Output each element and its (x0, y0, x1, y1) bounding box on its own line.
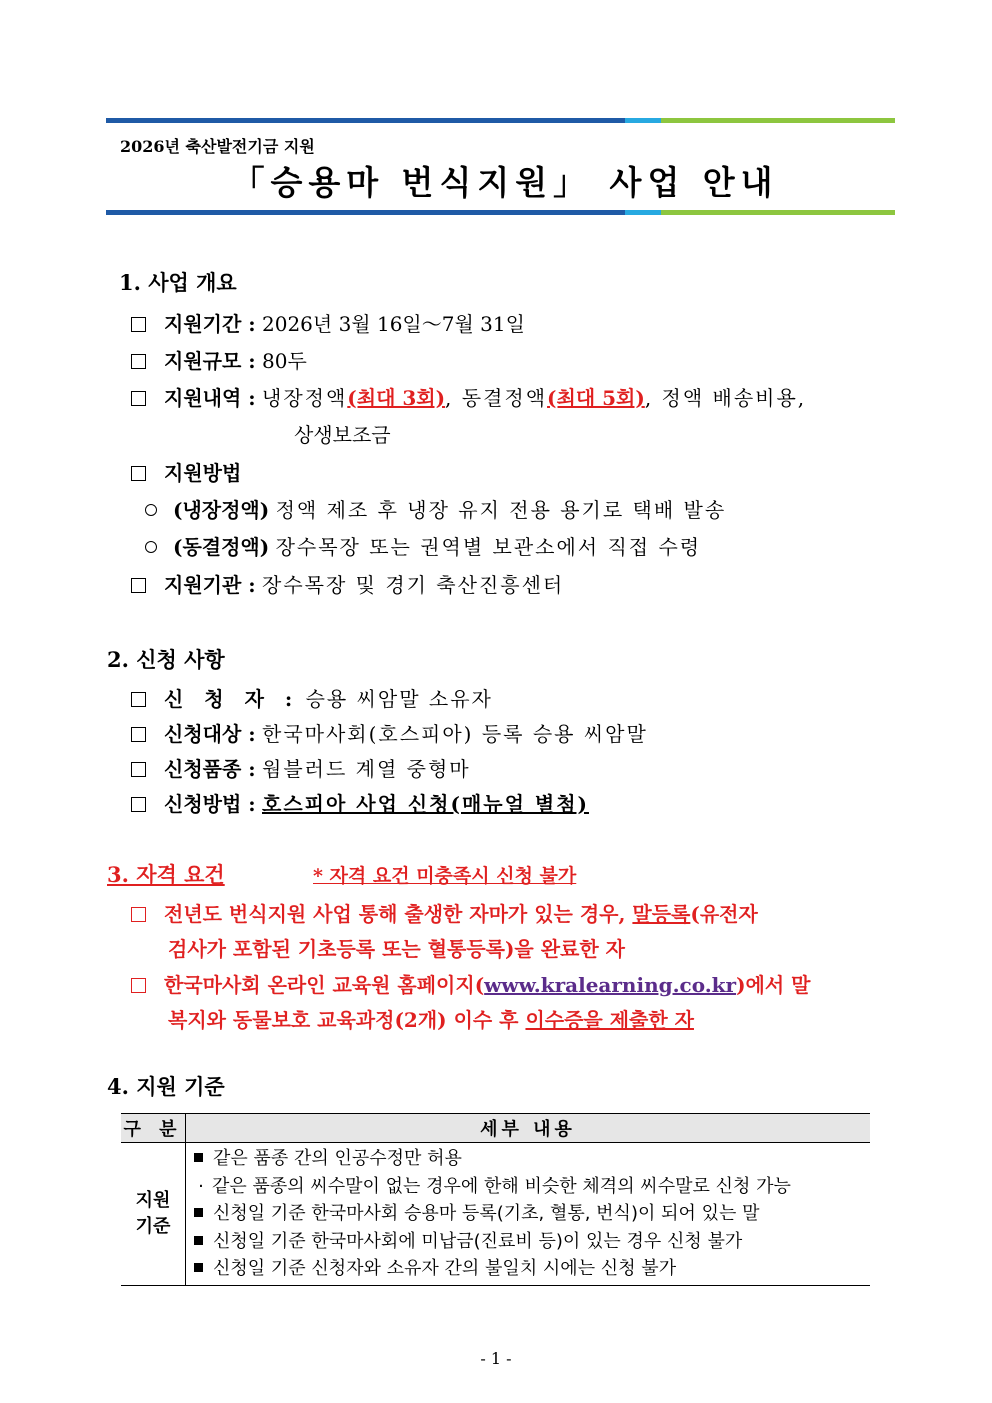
page-number: - 1 - (480, 1349, 512, 1368)
requirement2-line2 (168, 1004, 694, 1033)
square-bullet-icon (194, 1208, 203, 1217)
item-text: 신청일 기준 신청자와 소유자 간의 불일치 시에는 신청 불가 (213, 1258, 677, 1279)
checkbox-icon (131, 907, 146, 922)
support-agency-value: 장수목장 및 경기 축산진흥센터 (262, 573, 565, 597)
applicant-value: 승용 씨암말 소유자 (305, 687, 493, 711)
checkbox-icon (131, 317, 146, 332)
checkbox-icon (131, 692, 146, 707)
apply-method-value: 호스피아 사업 신청(매뉴얼 별첨) (262, 792, 589, 816)
section1-heading: 1. 사업 개요 (119, 270, 237, 295)
breed-value: 웜블러드 계열 중형마 (262, 757, 471, 781)
circle-bullet-icon (145, 541, 157, 553)
circle-bullet-icon (145, 504, 157, 516)
column-header-category: 구 분 (121, 1114, 186, 1143)
breed-row (131, 753, 471, 782)
support-criteria-table (121, 1113, 870, 1286)
checkbox-icon (131, 354, 146, 369)
support-period-label: 지원기간 : (164, 312, 256, 336)
row-label-line1: 지원 (135, 1189, 171, 1211)
item-text: 같은 품종 간의 인공수정만 허용 (213, 1148, 462, 1169)
list-item (192, 1228, 870, 1256)
section3-heading: 3. 자격 요건 (107, 862, 225, 887)
section2-heading: 2. 신청 사항 (107, 647, 225, 672)
requirement2-line1 (131, 969, 810, 998)
method-refrigerated-text: 정액 제조 후 냉장 유지 전용 용기로 택배 발송 (275, 498, 727, 522)
apply-method-row (131, 788, 589, 817)
checkbox-icon (131, 762, 146, 777)
support-agency-row (131, 569, 564, 598)
checkbox-icon (131, 391, 146, 406)
support-method-row (131, 457, 241, 486)
checkbox-icon (131, 578, 146, 593)
support-period-row (131, 308, 525, 337)
support-scale-row (131, 345, 307, 374)
support-details-row (131, 382, 897, 411)
target-label: 신청대상 : (164, 722, 256, 746)
education-site-link[interactable]: www.kralearning.co.kr (484, 973, 737, 997)
header-subtitle: 2026년 축산발전기금 지원 (120, 137, 315, 156)
requirement1-line2: 검사가 포함된 기초등록 또는 혈통등록)을 완료한 자 (168, 937, 625, 961)
requirement1-line1 (131, 898, 758, 927)
list-item (192, 1255, 870, 1283)
row-label (121, 1143, 186, 1286)
target-value: 한국마사회(호스피아) 등록 승용 씨암말 (262, 722, 648, 746)
list-item (192, 1173, 870, 1201)
item-text: 같은 품종의 씨수말이 없는 경우에 한해 비슷한 체격의 씨수말로 신청 가능 (212, 1175, 791, 1197)
applicant-row (131, 683, 493, 712)
requirement2-underlined: 이수증을 제출한 자 (525, 1008, 694, 1032)
applicant-label: 신 청 자 : (164, 687, 300, 711)
middle-dot-bullet: · (198, 1175, 204, 1197)
support-method-label: 지원방법 (164, 461, 242, 485)
apply-method-label: 신청방법 : (164, 792, 256, 816)
row-label-line2: 기준 (135, 1215, 171, 1237)
bottom-header-bar (106, 210, 895, 215)
page-title: 「승용마 번식지원」 사업 안내 (231, 163, 779, 202)
item-text: 신청일 기준 한국마사회 승용마 등록(기초, 혈통, 번식)이 되어 있는 말 (213, 1203, 760, 1224)
target-row (131, 718, 648, 747)
requirement1-text-a: 전년도 번식지원 사업 통해 출생한 자마가 있는 경우, (164, 902, 626, 926)
method-refrigerated-label: (냉장정액) (173, 498, 270, 522)
details-part2: , 동결정액 (445, 386, 548, 410)
list-item (192, 1200, 870, 1228)
details-limit2: (최대 5회) (547, 386, 645, 410)
table-header-row (121, 1114, 870, 1143)
support-agency-label: 지원기관 : (164, 573, 256, 597)
criteria-list (186, 1143, 871, 1286)
column-header-details: 세부 내용 (186, 1114, 871, 1143)
list-item (192, 1145, 870, 1173)
support-details-label: 지원내역 : (164, 386, 256, 410)
method-refrigerated-row (145, 494, 726, 523)
checkbox-icon (131, 797, 146, 812)
requirement2-text-c: 복지와 동물보호 교육과정(2개) 이수 후 (168, 1008, 519, 1032)
eligibility-note: * 자격 요건 미충족시 신청 불가 (313, 865, 577, 887)
square-bullet-icon (194, 1153, 203, 1162)
support-scale-value: 80두 (262, 349, 307, 373)
checkbox-icon (131, 727, 146, 742)
details-line2: 상생보조금 (294, 423, 391, 447)
requirement2-text-a: 한국마사회 온라인 교육원 홈페이지( (164, 973, 485, 997)
checkbox-icon (131, 466, 146, 481)
breed-label: 신청품종 : (164, 757, 256, 781)
method-frozen-label: (동결정액) (173, 535, 270, 559)
method-frozen-row (145, 531, 701, 560)
support-scale-label: 지원규모 : (164, 349, 256, 373)
details-part3: , 정액 배송비용, (644, 386, 807, 410)
requirement1-underlined: 말등록 (632, 902, 691, 926)
checkbox-icon (131, 978, 146, 993)
table-row (121, 1143, 870, 1286)
details-limit1: (최대 3회) (347, 386, 446, 410)
details-part1: 냉장정액 (262, 386, 348, 410)
square-bullet-icon (194, 1263, 203, 1272)
square-bullet-icon (194, 1236, 203, 1245)
section4-heading: 4. 지원 기준 (107, 1074, 225, 1099)
requirement2-text-b: )에서 말 (736, 973, 811, 997)
method-frozen-text: 장수목장 또는 권역별 보관소에서 직접 수령 (275, 535, 702, 559)
requirement1-text-b: (유전자 (690, 902, 758, 926)
item-text: 신청일 기준 한국마사회에 미납금(진료비 등)이 있는 경우 신청 불가 (213, 1230, 743, 1252)
top-header-bar (106, 118, 895, 123)
support-period-value: 2026년 3월 16일～7월 31일 (262, 312, 525, 336)
